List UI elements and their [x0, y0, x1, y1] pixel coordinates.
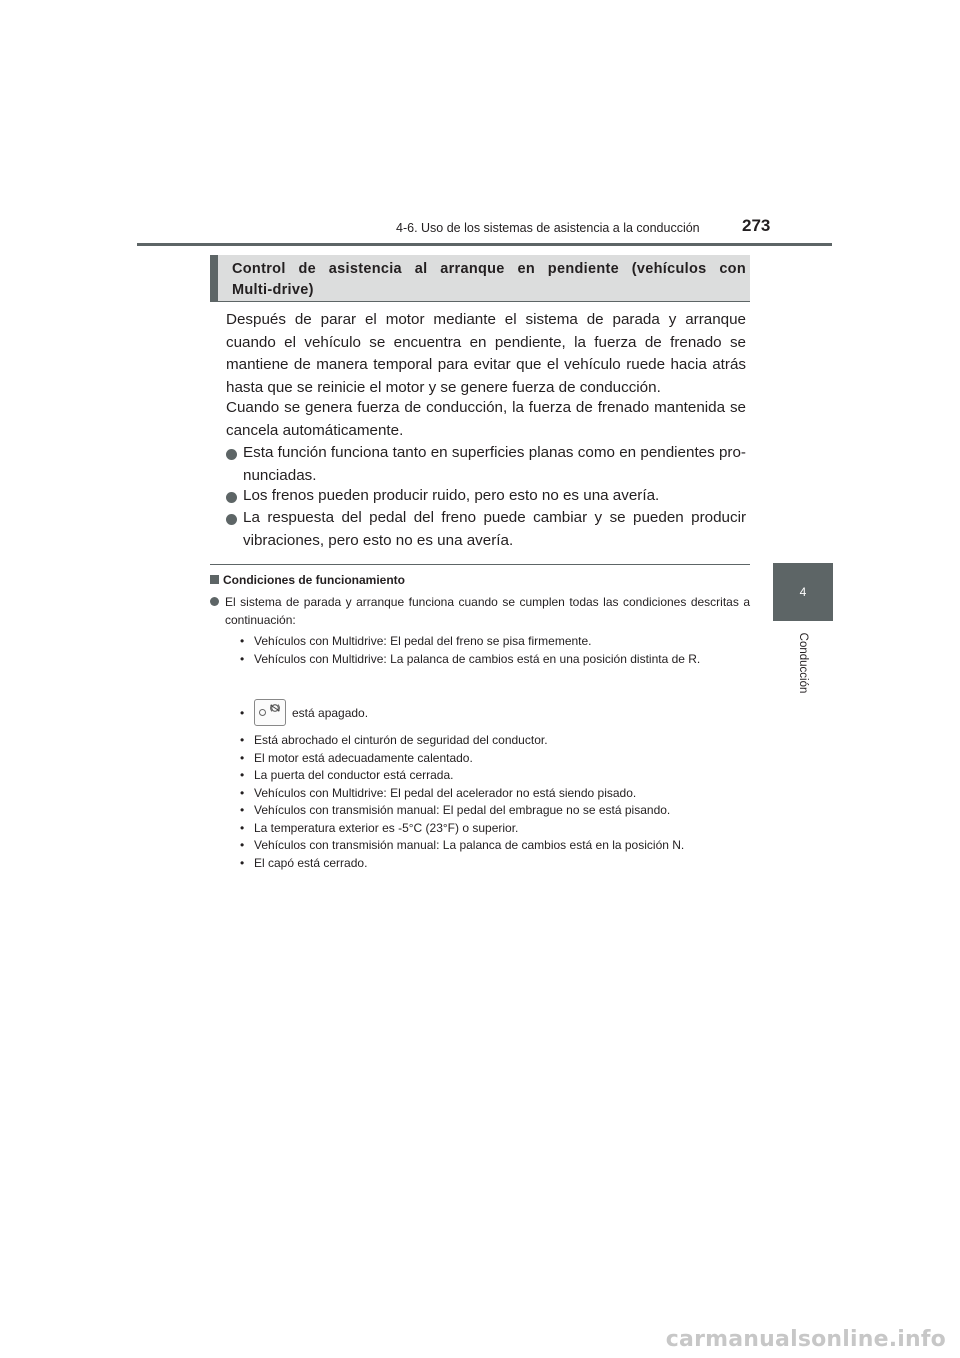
bullet-item	[226, 485, 746, 508]
note-heading-text: Condiciones de funcionamiento	[223, 573, 406, 587]
note-intro	[210, 593, 750, 629]
note-heading	[210, 573, 405, 587]
paragraph-1: Después de parar el motor mediante el sistema de parada y arranque cuando el vehículo se encuentra en pendiente, la fuerza de frenado se mantiene de manera temporal para evitar que el vehículo ruede hacia atrás hasta que se reinicie el motor y se genere fuerza de conducción.	[226, 311, 746, 396]
chapter-label: Conducción	[797, 632, 809, 694]
bullet-dot-icon	[210, 597, 219, 606]
list-item: • El capó está cerrado.	[240, 855, 750, 873]
watermark: carmanualsonline.info	[665, 1327, 946, 1352]
square-bullet-icon	[210, 575, 219, 584]
conditions-list-b	[240, 732, 750, 872]
header-rule	[137, 243, 832, 246]
bullet-symbol: •	[240, 705, 245, 720]
list-item: • La temperatura exterior es -5°C (23°F) o superior.	[240, 820, 750, 838]
running-header: 4-6. Uso de los sistemas de asistencia a la conducción	[396, 221, 700, 235]
paragraph-2: Cuando se genera fuerza de conducción, la fuerza de frenado mantenida se cancela automáticamente.	[226, 399, 746, 439]
bullet-dot-icon	[226, 449, 237, 460]
bullet-text: La respuesta del pedal del freno puede cambiar y se pueden producir vibraciones, pero esto no es una avería.	[243, 509, 746, 549]
conditions-list-a	[240, 633, 750, 668]
bullet-dot-icon	[226, 514, 237, 525]
note-intro-text: El sistema de parada y arranque funciona cuando se cumplen todas las condiciones descritas a continuación:	[225, 595, 750, 627]
indicator-led-icon	[259, 709, 266, 716]
list-item: • La puerta del conductor está cerrada.	[240, 767, 750, 785]
bullet-text: Esta función funciona tanto en superficies planas como en pendientes pro-nunciadas.	[243, 444, 746, 484]
list-item: • Vehículos con Multidrive: La palanca de cambios está en una posición distinta de R.	[240, 651, 750, 669]
chapter-tab[interactable]	[773, 563, 833, 621]
list-item: • Vehículos con Multidrive: El pedal del acelerador no está siendo pisado.	[240, 785, 750, 803]
list-item: • Vehículos con transmisión manual: La palanca de cambios está en la posición N.	[240, 837, 750, 855]
section-heading-box	[210, 255, 750, 302]
list-item: • Vehículos con Multidrive: El pedal del freno se pisa firmemente.	[240, 633, 750, 651]
stop-start-off-button-icon	[254, 699, 286, 726]
page-number: 273	[742, 216, 771, 235]
stop-start-symbol-icon	[268, 703, 282, 713]
section-title: Control de asistencia al arranque en pendiente (vehículos con Multi-drive)	[232, 261, 746, 298]
section-divider	[210, 564, 750, 565]
bullet-dot-icon	[226, 492, 237, 503]
bullet-item	[226, 442, 746, 487]
list-item: • Vehículos con transmisión manual: El pedal del embrague no se está pisando.	[240, 802, 750, 820]
bullet-text: Los frenos pueden producir ruido, pero esto no es una avería.	[243, 487, 660, 504]
button-condition-text: está apagado.	[292, 705, 369, 720]
bullet-item	[226, 507, 746, 552]
button-condition	[240, 697, 368, 727]
list-item: • El motor está adecuadamente calentado.	[240, 750, 750, 768]
chapter-number: 4	[799, 585, 807, 599]
list-item: • Está abrochado el cinturón de seguridad del conductor.	[240, 732, 750, 750]
